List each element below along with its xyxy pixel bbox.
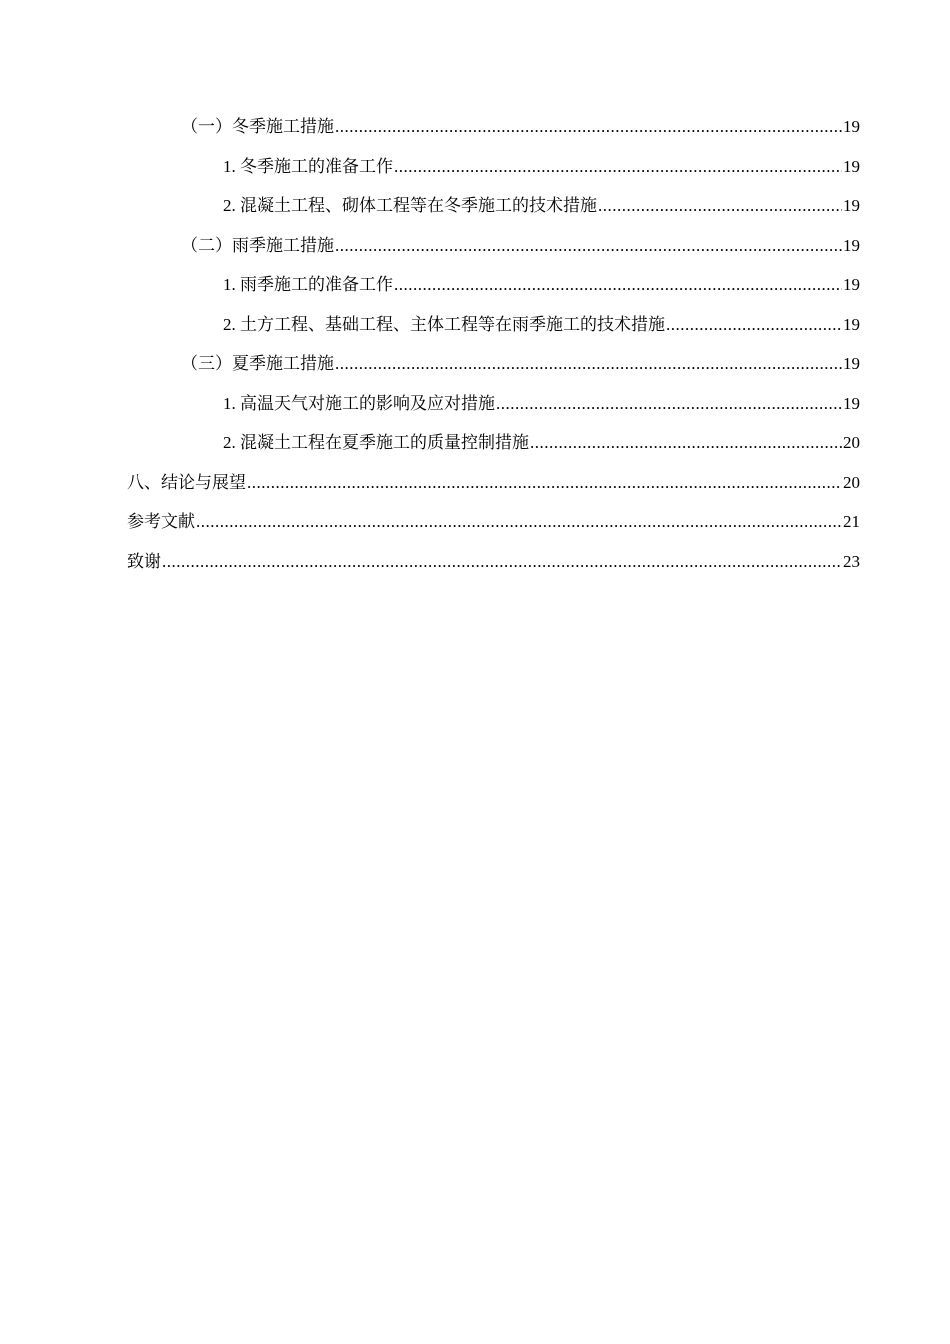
toc-entry-title: 参考文献	[127, 512, 195, 532]
toc-dot-leader	[666, 305, 842, 345]
toc-page-number: 19	[843, 275, 860, 294]
toc-entry[interactable]	[127, 384, 860, 424]
toc-entry-title: 1. 雨季施工的准备工作	[223, 275, 393, 294]
toc-entry[interactable]	[127, 186, 860, 226]
toc-entry[interactable]	[127, 226, 860, 266]
toc-page-number: 19	[843, 117, 860, 136]
toc-page-number: 19	[843, 156, 860, 176]
toc-dot-leader	[335, 344, 842, 384]
toc-entry[interactable]	[127, 305, 860, 345]
toc-dot-leader	[196, 502, 842, 542]
toc-entry[interactable]	[127, 423, 860, 463]
toc-page-number: 19	[843, 235, 860, 255]
toc-page-number: 20	[843, 433, 860, 452]
toc-page-number: 23	[843, 551, 860, 571]
toc-entry-title: 1. 冬季施工的准备工作	[223, 156, 393, 176]
toc-dot-leader	[394, 147, 842, 187]
toc-entry-title: 致谢	[127, 551, 161, 572]
toc-dot-leader	[162, 542, 842, 582]
toc-entry[interactable]	[127, 147, 860, 187]
toc-dot-leader	[394, 265, 842, 305]
toc-entry-title: 2. 混凝土工程、砌体工程等在冬季施工的技术措施	[223, 196, 597, 215]
toc-page-number: 20	[843, 472, 860, 492]
toc-entry[interactable]	[127, 463, 860, 503]
toc-page-number: 21	[843, 512, 860, 531]
toc-dot-leader	[335, 107, 842, 147]
toc-entry-title: 2. 混凝土工程在夏季施工的质量控制措施	[223, 433, 529, 452]
toc-entry[interactable]	[127, 502, 860, 542]
toc-entry[interactable]	[127, 542, 860, 582]
toc-entry-title: 1. 高温天气对施工的影响及应对措施	[223, 393, 495, 413]
table-of-contents	[127, 107, 860, 581]
toc-entry[interactable]	[127, 344, 860, 384]
toc-page-number: 19	[843, 196, 860, 215]
toc-entry[interactable]	[127, 265, 860, 305]
toc-dot-leader	[598, 186, 842, 226]
toc-page-number: 19	[843, 393, 860, 413]
toc-dot-leader	[335, 226, 842, 266]
toc-page-number: 19	[843, 354, 860, 373]
toc-entry-title: 八、结论与展望	[127, 472, 246, 493]
toc-page-number: 19	[843, 314, 860, 334]
toc-entry-title: （一）冬季施工措施	[181, 117, 334, 136]
toc-dot-leader	[247, 463, 842, 503]
toc-entry-title: （二）雨季施工措施	[181, 235, 334, 255]
toc-entry-title: （三）夏季施工措施	[181, 354, 334, 373]
toc-entry-title: 2. 土方工程、基础工程、主体工程等在雨季施工的技术措施	[223, 314, 665, 334]
toc-entry[interactable]	[127, 107, 860, 147]
toc-dot-leader	[530, 423, 842, 463]
toc-dot-leader	[496, 384, 842, 424]
